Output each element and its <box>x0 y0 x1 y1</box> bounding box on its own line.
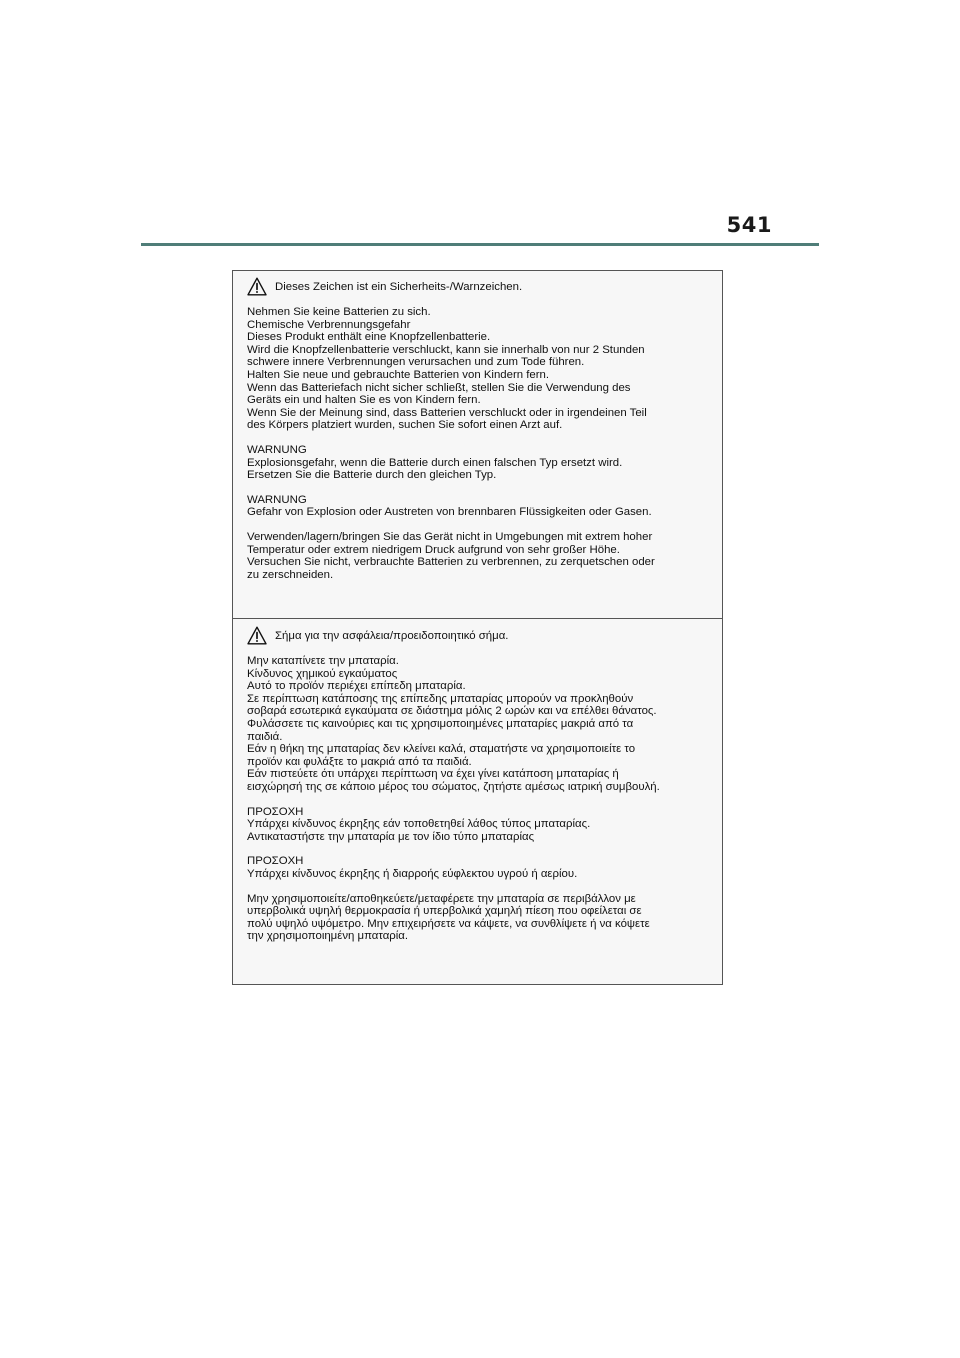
german-warning-section <box>233 271 722 619</box>
text-line: Gefahr von Explosion oder Austreten von brennbaren Flüssigkeiten oder Gasen. <box>247 506 652 519</box>
header-rule <box>141 243 819 246</box>
text-line: Wenn Sie der Meinung sind, dass Batterien verschluckt oder in irgendeinen Teil <box>247 406 647 419</box>
text-line: Υπάρχει κίνδυνος έκρηξης εάν τοποθετηθεί λάθος τύπος μπαταρίας. <box>247 818 591 831</box>
text-line: παιδιά. <box>247 730 283 743</box>
text-line: σοβαρά εσωτερικά εγκαύματα σε διάστημα μόλις 2 ωρών και να επέλθει θάνατος. <box>247 705 657 718</box>
text-line: Αντικαταστήστε την μπαταρία με τον ίδιο τύπο μπαταρίας <box>247 830 535 843</box>
text-line: Μην χρησιμοποιείτε/αποθηκεύετε/μεταφέρετε την μπαταρία σε περιβάλλον με <box>247 892 636 905</box>
text-line: Υπάρχει κίνδυνος έκρηξης ή διαρροής εύφλεκτου υγρού ή αερίου. <box>247 867 578 880</box>
greek-symbol-text: Σήμα για την ασφάλεια/προειδοποιητικό σήμα. <box>275 629 509 642</box>
text-line: Wird die Knopfzellenbatterie verschluckt, kann sie innerhalb von nur 2 Stunden <box>247 343 645 356</box>
warning-triangle-icon <box>247 277 267 296</box>
warning-triangle-icon <box>247 626 267 645</box>
greek-paragraph-4 <box>247 893 708 943</box>
text-line: Ersetzen Sie die Batterie durch den gleichen Typ. <box>247 469 497 482</box>
caution-heading: ΠΡΟΣΟΧΗ <box>247 805 304 818</box>
text-line: Μην καταπίνετε την μπαταρία. <box>247 655 399 667</box>
text-line: Dieses Produkt enthält eine Knopfzellenbatterie. <box>247 331 491 344</box>
text-line: zu zerschneiden. <box>247 568 334 581</box>
greek-paragraph-3 <box>247 855 708 880</box>
text-line: υπερβολικά υψηλή θερμοκρασία ή υπερβολικά χαμηλή πίεση που οφείλεται σε <box>247 905 642 918</box>
german-paragraph-2 <box>247 444 708 482</box>
german-symbol-line <box>247 277 708 296</box>
text-line: Σε περίπτωση κατάποσης της επίπεδης μπαταρίας μπορούν να προκληθούν <box>247 692 634 705</box>
text-line: Nehmen Sie keine Batterien zu sich. <box>247 306 431 318</box>
text-line: Κίνδυνος χημικού εγκαύματος <box>247 667 398 680</box>
german-paragraph-4 <box>247 531 708 581</box>
text-line: την χρησιμοποιημένη μπαταρία. <box>247 930 409 943</box>
text-line: Wenn das Batteriefach nicht sicher schließt, stellen Sie die Verwendung des <box>247 381 631 394</box>
text-line: Φυλάσσετε τις καινούριες και τις χρησιμοποιημένες μπαταρίες μακριά από τα <box>247 717 634 730</box>
warning-heading: WARNUNG <box>247 493 307 506</box>
text-line: Versuchen Sie nicht, verbrauchte Batterien zu verbrennen, zu zerquetschen oder <box>247 556 655 569</box>
text-line: schwere innere Verbrennungen verursachen und zum Tode führen. <box>247 356 585 369</box>
page-number: 541 <box>726 213 772 237</box>
text-line: προϊόν και φυλάξτε το μακριά από τα παιδιά. <box>247 755 472 768</box>
text-line: Εάν η θήκη της μπαταρίας δεν κλείνει καλά, σταματήστε να χρησιμοποιείτε το <box>247 743 636 756</box>
greek-paragraph-2 <box>247 806 708 844</box>
text-line: Explosionsgefahr, wenn die Batterie durch einen falschen Typ ersetzt wird. <box>247 456 623 469</box>
text-line: Temperatur oder extrem niedrigem Druck aufgrund von sehr großer Höhe. <box>247 543 620 556</box>
text-line: Halten Sie neue und gebrauchte Batterien von Kindern fern. <box>247 368 550 381</box>
german-symbol-text: Dieses Zeichen ist ein Sicherheits-/Warnzeichen. <box>275 280 523 293</box>
text-line: εισχώρησή της σε κάποιο μέρος του σώματος, ζητήστε αμέσως ιατρική συμβουλή. <box>247 780 660 793</box>
greek-warning-section <box>233 619 722 963</box>
warning-heading: WARNUNG <box>247 443 307 456</box>
text-line: Αυτό το προϊόν περιέχει επίπεδη μπαταρία. <box>247 680 466 693</box>
caution-heading: ΠΡΟΣΟΧΗ <box>247 855 304 868</box>
text-line: des Körpers platziert wurden, suchen Sie sofort einen Arzt auf. <box>247 419 563 432</box>
text-line: Chemische Verbrennungsgefahr <box>247 318 411 331</box>
text-line: Geräts ein und halten Sie es von Kindern fern. <box>247 394 481 407</box>
text-line: πολύ υψηλό υψόμετρο. Μην επιχειρήσετε να κάψετε, να συνθλίψετε ή να κόψετε <box>247 917 650 930</box>
greek-paragraph-1 <box>247 655 708 794</box>
greek-symbol-line <box>247 626 708 645</box>
text-line: Εάν πιστεύετε ότι υπάρχει περίπτωση να έχει γίνει κατάποση μπαταρίας ή <box>247 768 619 781</box>
german-paragraph-3 <box>247 494 708 519</box>
text-line: Verwenden/lagern/bringen Sie das Gerät nicht in Umgebungen mit extrem hoher <box>247 530 653 543</box>
battery-warning-label <box>232 270 723 985</box>
german-paragraph-1 <box>247 306 708 432</box>
